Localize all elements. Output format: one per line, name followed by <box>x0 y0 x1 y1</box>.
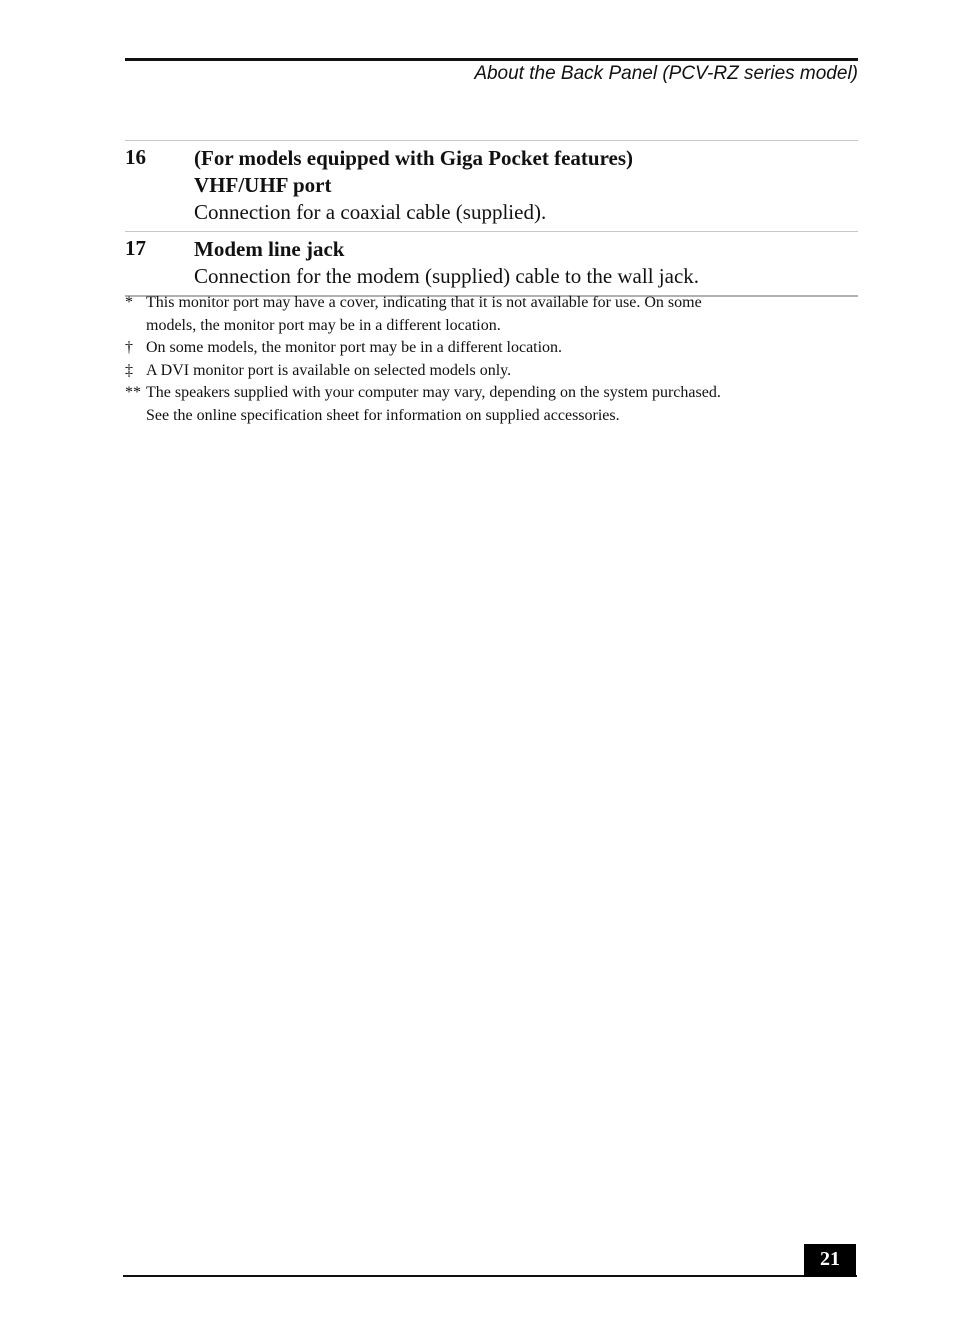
item-title: (For models equipped with Giga Pocket features) <box>194 146 634 170</box>
item-body <box>194 145 858 226</box>
item-title: Modem line jack <box>194 237 345 261</box>
header-rule <box>125 58 858 61</box>
footnote-line: This monitor port may have a cover, indicating that it is not available for use. On some <box>146 294 702 311</box>
footnote-mark: * <box>125 294 133 311</box>
footnote-line: A DVI monitor port is available on selected models only. <box>146 361 512 379</box>
footnote-line: models, the monitor port may be in a different location. <box>146 316 501 334</box>
item-body <box>194 236 858 290</box>
running-header: About the Back Panel (PCV-RZ series model) <box>474 63 858 84</box>
footnote-line: On some models, the monitor port may be in a different location. <box>146 339 563 356</box>
footer-rule <box>123 1275 857 1277</box>
footnotes <box>125 292 825 427</box>
footnote <box>125 360 825 383</box>
footnote-line: The speakers supplied with your computer may vary, depending on the system purchased. <box>146 384 721 401</box>
footnote <box>125 292 825 337</box>
item-description: Connection for a coaxial cable (supplied). <box>194 200 547 224</box>
page-number: 21 <box>804 1244 856 1277</box>
footnote-mark: ‡ <box>125 361 133 379</box>
item-title: VHF/UHF port <box>194 173 332 197</box>
connector-table <box>125 140 858 297</box>
table-row <box>125 232 858 297</box>
item-description: Connection for the modem (supplied) cable to the wall jack. <box>194 264 700 288</box>
footnote-line: See the online specification sheet for information on supplied accessories. <box>146 406 620 424</box>
item-number: 16 <box>125 145 146 169</box>
table-row <box>125 141 858 232</box>
footnote <box>125 337 825 360</box>
item-number: 17 <box>125 236 146 260</box>
footnote-mark: † <box>125 339 133 356</box>
footnote <box>125 382 825 427</box>
footnote-mark: ** <box>125 384 141 401</box>
